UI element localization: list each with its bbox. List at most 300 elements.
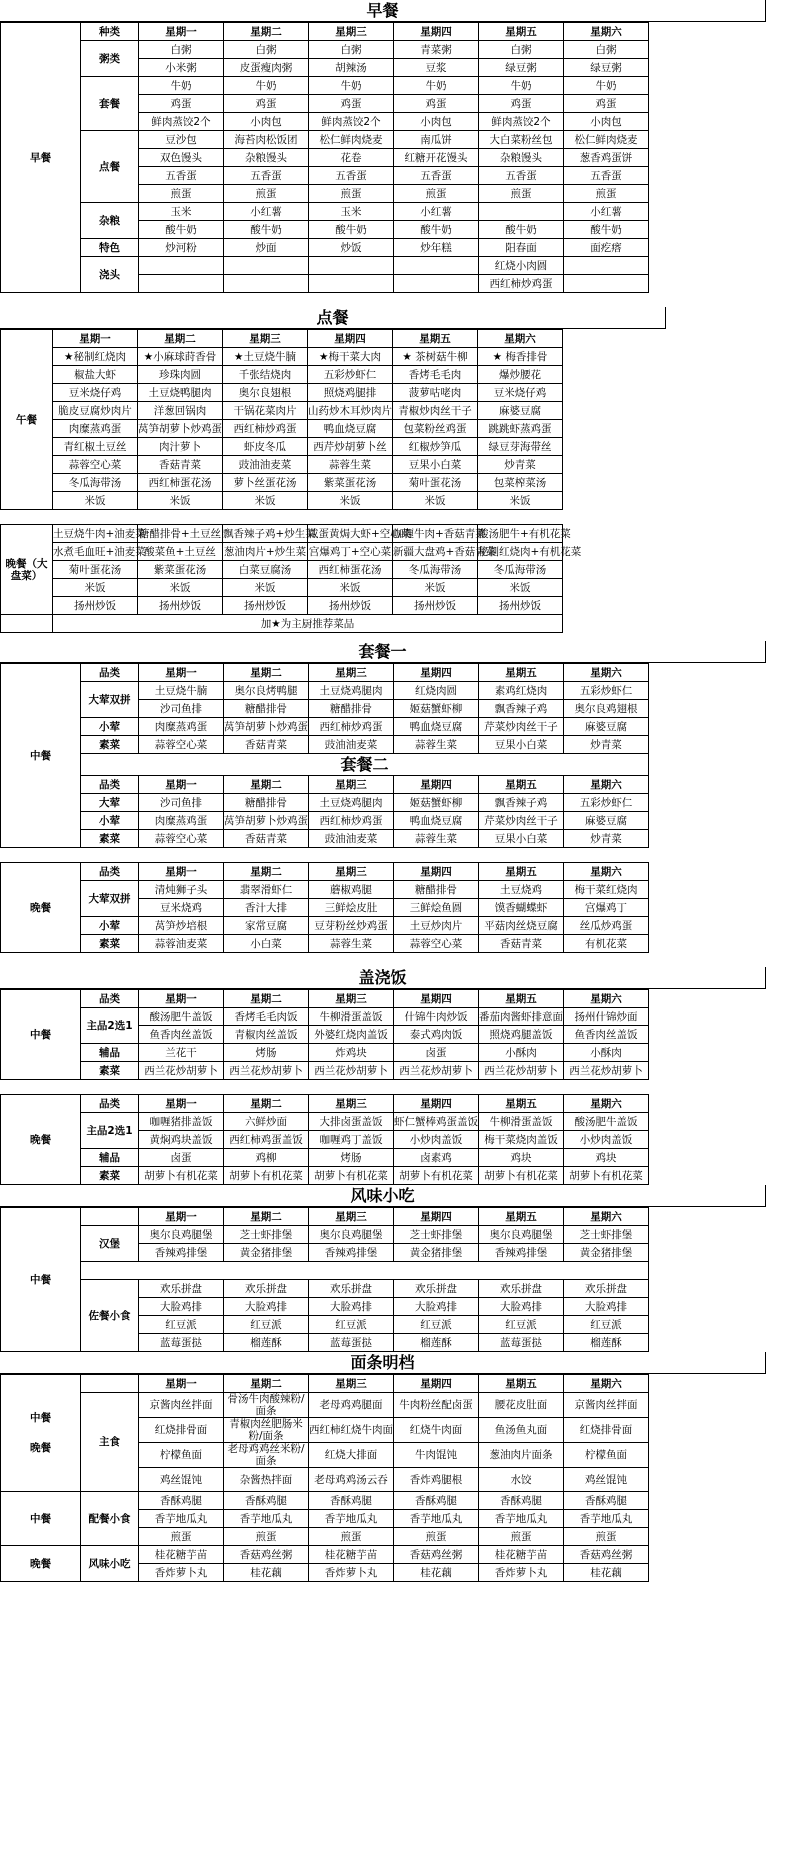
day-header: 星期一	[139, 776, 224, 794]
day-header: 星期四	[394, 863, 479, 881]
dish-cell: 大脸鸡排	[224, 1298, 309, 1316]
dish-cell: 香酥鸡腿	[309, 1492, 394, 1510]
dish-cell: 山药炒木耳炒肉片	[308, 402, 393, 420]
table-row	[1, 917, 649, 935]
table-row	[1, 1393, 649, 1418]
dish-cell: 欢乐拼盘	[564, 1280, 649, 1298]
dish-cell: 西红柿蛋花汤	[308, 561, 393, 579]
dish-cell: 宫爆鸡丁	[564, 899, 649, 917]
dish-cell	[564, 257, 649, 275]
category-label: 小荤	[81, 812, 139, 830]
dish-cell: 千张结烧肉	[223, 366, 308, 384]
dish-cell	[394, 257, 479, 275]
day-header: 星期一	[139, 1208, 224, 1226]
dish-cell: 蒜蓉空心菜	[394, 935, 479, 953]
dish-cell: 麻婆豆腐	[478, 402, 563, 420]
table-row	[1, 1062, 649, 1080]
day-header: 星期二	[224, 990, 309, 1008]
dish-cell: 煎蛋	[479, 185, 564, 203]
dish-cell: 蓝莓蛋挞	[139, 1334, 224, 1352]
table-row	[1, 935, 649, 953]
dish-cell: 奥尔良鸡腿堡	[479, 1226, 564, 1244]
dish-cell: 大脸鸡排	[309, 1298, 394, 1316]
dish-cell: 香酥鸡腿	[479, 1492, 564, 1510]
dish-cell: 紫菜蛋花汤	[138, 561, 223, 579]
dish-cell: 小肉包	[224, 113, 309, 131]
breakfast-title: 早餐	[0, 0, 766, 22]
dish-cell: 鸭血烧豆腐	[308, 420, 393, 438]
dish-cell	[224, 257, 309, 275]
dish-cell: 鸡蛋	[309, 95, 394, 113]
dish-cell: 卤蛋	[394, 1044, 479, 1062]
table-row	[1, 456, 563, 474]
dish-cell: 炒年糕	[394, 239, 479, 257]
dish-cell: 柠檬鱼面	[139, 1443, 224, 1468]
dish-cell: 香酥鸡腿	[224, 1492, 309, 1510]
dish-cell: ★秘制红烧肉	[53, 348, 138, 366]
dish-cell	[309, 275, 394, 293]
dish-cell: 土豆烧鸭腿肉	[138, 384, 223, 402]
dish-cell: 豆沙包	[139, 131, 224, 149]
dish-cell: 香辣鸡排堡	[309, 1244, 394, 1262]
dish-cell: 西红柿红烧牛肉面	[309, 1418, 394, 1443]
dish-cell: 麻婆豆腐	[564, 718, 649, 736]
dish-cell: 香烤毛毛肉	[393, 366, 478, 384]
dish-cell: 菠萝咕咾肉	[393, 384, 478, 402]
table-row	[1, 239, 649, 257]
dish-cell	[224, 275, 309, 293]
dish-cell: 大脸鸡排	[479, 1298, 564, 1316]
day-header: 星期二	[224, 1095, 309, 1113]
category-header: 品类	[81, 1095, 139, 1113]
table-row	[1, 881, 649, 899]
category-label: 小荤	[81, 718, 139, 736]
day-header: 星期五	[479, 23, 564, 41]
dish-cell: 芹菜炒肉丝干子	[479, 718, 564, 736]
table-row	[1, 23, 649, 41]
table-row	[1, 420, 563, 438]
dish-cell: 飘香辣子鸡	[479, 794, 564, 812]
dish-cell: 牛肉馄饨	[394, 1443, 479, 1468]
dish-cell: 大排卤蛋盖饭	[309, 1113, 394, 1131]
dish-cell: 馍香蝴蝶虾	[479, 899, 564, 917]
dish-cell: 烤肠	[309, 1149, 394, 1167]
table-row	[1, 474, 563, 492]
dish-cell: 米饭	[308, 492, 393, 510]
dish-cell: 桂花糖芋苗	[479, 1546, 564, 1564]
dish-cell: 新疆大盘鸡+香菇青菜	[393, 543, 478, 561]
dish-cell: 牛奶	[224, 77, 309, 95]
dish-cell: 豆米烧仔鸡	[478, 384, 563, 402]
dish-cell: 胡萝卜有机花菜	[564, 1167, 649, 1185]
category-label: 主食	[81, 1393, 139, 1492]
dish-cell: 跳跳虾蒸鸡蛋	[478, 420, 563, 438]
dish-cell: 芹菜炒肉丝干子	[479, 812, 564, 830]
dish-cell: 五香蛋	[309, 167, 394, 185]
dish-cell: 鱼汤鱼丸面	[479, 1418, 564, 1443]
dish-cell: 家常豆腐	[224, 917, 309, 935]
category-label: 浇头	[81, 257, 139, 293]
dish-cell: 鸡块	[564, 1149, 649, 1167]
dish-cell: 爆炒腰花	[478, 366, 563, 384]
dish-cell: 西兰花炒胡萝卜	[394, 1062, 479, 1080]
dish-cell: 土豆烧牛肉+油麦菜	[53, 525, 138, 543]
dish-cell: 有机花菜	[564, 935, 649, 953]
day-header: 星期五	[479, 863, 564, 881]
day-header: 星期四	[394, 990, 479, 1008]
dish-cell: 红烧排骨面	[564, 1418, 649, 1443]
set2-title: 套餐二	[81, 754, 649, 776]
table-row	[1, 579, 563, 597]
dish-cell: 土豆烧鸡腿肉	[309, 794, 394, 812]
day-header: 星期三	[309, 1095, 394, 1113]
dish-cell: 酸牛奶	[394, 221, 479, 239]
dish-cell: 豉油油麦菜	[309, 830, 394, 848]
day-header: 星期四	[394, 1375, 479, 1393]
dish-cell: 烤肠	[224, 1044, 309, 1062]
table-row	[1, 1113, 649, 1131]
dish-cell: 飘香辣子鸡	[479, 700, 564, 718]
dish-cell: 南瓜饼	[394, 131, 479, 149]
table-row	[1, 384, 563, 402]
category-label: 素菜	[81, 1167, 139, 1185]
dish-cell: 香辣鸡排堡	[479, 1244, 564, 1262]
meal-label-dinner: 晚餐	[1, 1546, 81, 1582]
dish-cell: 扬州什锦炒面	[564, 1008, 649, 1026]
set-section	[0, 641, 766, 953]
noodle-title: 面条明档	[0, 1352, 766, 1374]
dish-cell: 泰式鸡肉饭	[394, 1026, 479, 1044]
dish-cell: 杂粮馒头	[224, 149, 309, 167]
dish-cell: 红烧牛肉面	[394, 1418, 479, 1443]
dish-cell: 奥尔良翅根	[223, 384, 308, 402]
table-row	[1, 1492, 649, 1510]
set-lunch-table	[0, 663, 649, 848]
meal-label-lunch: 午餐	[1, 330, 53, 510]
dish-cell: 煎蛋	[564, 1528, 649, 1546]
table-row	[1, 1226, 649, 1244]
table-row	[1, 203, 649, 221]
category-label: 大荤双拼	[81, 881, 139, 917]
order-lunch-table	[0, 329, 563, 510]
dish-cell: 香芋地瓜丸	[394, 1510, 479, 1528]
dish-cell: 五彩炒虾仁	[564, 682, 649, 700]
dish-cell: 小红薯	[394, 203, 479, 221]
set1-title: 套餐一	[0, 641, 766, 663]
dish-cell: 红糖开花馒头	[394, 149, 479, 167]
dish-cell: 蒜蓉生菜	[309, 935, 394, 953]
set-dinner-table	[0, 862, 649, 953]
dish-cell: 炸鸡块	[309, 1044, 394, 1062]
dish-cell: 扬州炒饭	[53, 597, 138, 615]
gaifan-dinner-table	[0, 1094, 649, 1185]
dish-cell: 糖醋排骨	[394, 881, 479, 899]
snack-section	[0, 1185, 766, 1352]
dish-cell: 牛奶	[394, 77, 479, 95]
gaifan-title: 盖浇饭	[0, 967, 766, 989]
dish-cell: 小肉包	[394, 113, 479, 131]
dish-cell: 酸牛奶	[309, 221, 394, 239]
dish-cell: 小酥肉	[564, 1044, 649, 1062]
dish-cell: 杂粮馒头	[479, 149, 564, 167]
category-header: 品类	[81, 664, 139, 682]
category-label: 点餐	[81, 131, 139, 203]
dish-cell: 豆果小白菜	[479, 736, 564, 754]
table-row	[1, 131, 649, 149]
dish-cell: 红豆派	[479, 1316, 564, 1334]
dish-cell: 萝卜丝蛋花汤	[223, 474, 308, 492]
dish-cell: 玉米	[309, 203, 394, 221]
noodle-table	[0, 1374, 649, 1582]
dish-cell: 芝士虾排堡	[224, 1226, 309, 1244]
category-label: 素菜	[81, 830, 139, 848]
dish-cell: 豆果小白菜	[393, 456, 478, 474]
day-header: 星期一	[139, 863, 224, 881]
day-header: 星期六	[564, 1375, 649, 1393]
dish-cell: 脆皮豆腐炒肉片	[53, 402, 138, 420]
dish-cell: 虾皮冬瓜	[223, 438, 308, 456]
dish-cell: 照烧鸡腿盖饭	[479, 1026, 564, 1044]
dish-cell: 炒青菜	[564, 830, 649, 848]
day-header: 星期二	[224, 1375, 309, 1393]
dish-cell	[139, 257, 224, 275]
dish-cell: 豆芽粉丝炒鸡蛋	[309, 917, 394, 935]
dish-cell: 酸汤肥牛+有机花菜	[478, 525, 563, 543]
table-row	[1, 1208, 649, 1226]
table-row	[1, 525, 563, 543]
dish-cell: 炒面	[224, 239, 309, 257]
dish-cell: 绿豆粥	[564, 59, 649, 77]
dish-cell: 西兰花炒胡萝卜	[309, 1062, 394, 1080]
dish-cell: 牛奶	[479, 77, 564, 95]
dish-cell: 青菜粥	[394, 41, 479, 59]
table-row	[1, 682, 649, 700]
dish-cell: 鸡蛋	[479, 95, 564, 113]
dish-cell: 米饭	[308, 579, 393, 597]
dish-cell: 冬瓜海带汤	[53, 474, 138, 492]
table-row	[1, 1044, 649, 1062]
dish-cell: 香芋地瓜丸	[224, 1510, 309, 1528]
meal-label-dinner: 晚餐（大盘菜）	[1, 525, 53, 615]
dish-cell: 鸡蛋	[139, 95, 224, 113]
blank-cell	[81, 1375, 139, 1393]
dish-cell: 豆米烧仔鸡	[53, 384, 138, 402]
dish-cell: 咖喱猪排盖饭	[139, 1113, 224, 1131]
dish-cell: 酸汤肥牛盖饭	[139, 1008, 224, 1026]
dish-cell: 蒜蓉空心菜	[139, 736, 224, 754]
dish-cell: 老母鸡鸡汤云吞	[309, 1468, 394, 1492]
day-header: 星期二	[224, 863, 309, 881]
category-label: 大荤双拼	[81, 682, 139, 718]
dish-cell: 飘香辣子鸡+炒生菜	[223, 525, 308, 543]
dish-cell: 五香蛋	[479, 167, 564, 185]
dish-cell: ★土豆烧牛腩	[223, 348, 308, 366]
dish-cell: 菊叶蛋花汤	[393, 474, 478, 492]
noodle-section	[0, 1352, 766, 1582]
dish-cell: 腰花皮肚面	[479, 1393, 564, 1418]
dish-cell: 奥尔良鸡腿堡	[139, 1226, 224, 1244]
dish-cell: 胡萝卜有机花菜	[224, 1167, 309, 1185]
dish-cell: 蘑椒鸡腿	[309, 881, 394, 899]
dish-cell: 蒜蓉生菜	[394, 736, 479, 754]
dish-cell: 奥尔良烤鸭腿	[224, 682, 309, 700]
dish-cell: 卤素鸡	[394, 1149, 479, 1167]
dish-cell: 胡萝卜有机花菜	[479, 1167, 564, 1185]
dish-cell: 包菜榨菜汤	[478, 474, 563, 492]
dish-cell: 葱香鸡蛋饼	[564, 149, 649, 167]
category-label: 主品2选1	[81, 1113, 139, 1149]
day-header: 星期三	[309, 990, 394, 1008]
day-header: 星期三	[309, 23, 394, 41]
dish-cell	[139, 275, 224, 293]
day-header: 星期五	[393, 330, 478, 348]
table-row	[1, 1095, 649, 1113]
dish-cell: 牛肉粉丝配卤蛋	[394, 1393, 479, 1418]
dish-cell: 煎蛋	[224, 185, 309, 203]
dish-cell: 黄金猪排堡	[394, 1244, 479, 1262]
dish-cell: 红豆派	[309, 1316, 394, 1334]
dish-cell: 大脸鸡排	[139, 1298, 224, 1316]
table-row	[1, 1375, 649, 1393]
dish-cell: 咖喱鸡丁盖饭	[309, 1131, 394, 1149]
dish-cell: 牛柳滑蛋盖饭	[309, 1008, 394, 1026]
dish-cell: 小炒肉盖饭	[394, 1131, 479, 1149]
dish-cell: 煎蛋	[479, 1528, 564, 1546]
dish-cell: 沙司鱼排	[139, 794, 224, 812]
dish-cell: 照烧鸡腿排	[308, 384, 393, 402]
dish-cell: 三鲜烩皮肚	[309, 899, 394, 917]
dish-cell: 土豆烧鸡	[479, 881, 564, 899]
category-header: 品类	[81, 776, 139, 794]
dish-cell: 蒜蓉生菜	[308, 456, 393, 474]
table-row	[1, 830, 649, 848]
order-section	[0, 307, 666, 633]
dish-cell: 榴莲酥	[224, 1334, 309, 1352]
dish-cell: 外婆红烧肉盖饭	[309, 1026, 394, 1044]
dish-cell: 冬瓜海带汤	[393, 561, 478, 579]
dish-cell	[394, 275, 479, 293]
dish-cell: 鱼香肉丝盖饭	[139, 1026, 224, 1044]
dish-cell: 土豆烧牛腩	[139, 682, 224, 700]
dish-cell: 欢乐拼盘	[479, 1280, 564, 1298]
dish-cell: 红椒炒笋瓜	[393, 438, 478, 456]
dish-cell: 丝瓜炒鸡蛋	[564, 917, 649, 935]
dish-cell: 香菇鸡丝粥	[224, 1546, 309, 1564]
day-header: 星期三	[309, 863, 394, 881]
dish-cell: 水煮毛血旺+油麦菜	[53, 543, 138, 561]
dish-cell: 西兰花炒胡萝卜	[479, 1062, 564, 1080]
dish-cell: 葱油肉片面条	[479, 1443, 564, 1468]
dish-cell: 芝士虾排堡	[394, 1226, 479, 1244]
dish-cell: 虾仁蟹棒鸡蛋盖饭	[394, 1113, 479, 1131]
dish-cell: 平菇肉丝烧豆腐	[479, 917, 564, 935]
dish-cell: 酸菜鱼+土豆丝	[138, 543, 223, 561]
dish-cell: 米饭	[138, 579, 223, 597]
dish-cell: 阳春面	[479, 239, 564, 257]
dish-cell: 桂花藕	[394, 1564, 479, 1582]
dish-cell: 小肉包	[564, 113, 649, 131]
gaifan-section	[0, 967, 766, 1185]
category-label: 小荤	[81, 917, 139, 935]
day-header: 星期五	[479, 664, 564, 682]
dish-cell: 皮蛋瘦肉粥	[224, 59, 309, 77]
dish-cell: 扬州炒饭	[393, 597, 478, 615]
dish-cell: 翡翠滑虾仁	[224, 881, 309, 899]
dish-cell: 榴莲酥	[394, 1334, 479, 1352]
day-header: 星期六	[564, 990, 649, 1008]
table-row	[1, 597, 563, 615]
blank-cell	[1, 615, 53, 633]
dish-cell: 宫爆鸡丁+空心菜	[308, 543, 393, 561]
day-header: 星期四	[394, 1095, 479, 1113]
table-row	[1, 77, 649, 95]
dish-cell: 五香蛋	[224, 167, 309, 185]
dish-cell: 老母鸡鸡腿面	[309, 1393, 394, 1418]
dish-cell: 土豆烧鸡腿肉	[309, 682, 394, 700]
dish-cell: 米饭	[478, 579, 563, 597]
dish-cell: 莴笋炒培根	[139, 917, 224, 935]
dish-cell: 黄金猪排堡	[224, 1244, 309, 1262]
dish-cell: 小红薯	[224, 203, 309, 221]
dish-cell: 青椒炒肉丝干子	[393, 402, 478, 420]
snack-title: 风味小吃	[0, 1185, 766, 1207]
dish-cell: 青椒肉丝肥肠米粉/面条	[224, 1418, 309, 1443]
dish-cell: 双色馒头	[139, 149, 224, 167]
day-header: 星期一	[139, 664, 224, 682]
dish-cell: 香菇青菜	[224, 736, 309, 754]
dish-cell: 姬菇蟹虾柳	[394, 700, 479, 718]
meal-label-dinner: 晚餐	[1, 1095, 81, 1185]
dish-cell: 鸡丝馄饨	[139, 1468, 224, 1492]
dish-cell: 五彩炒虾仁	[308, 366, 393, 384]
day-header: 星期六	[478, 330, 563, 348]
dish-cell: 米饭	[53, 492, 138, 510]
category-label: 配餐小食	[81, 1492, 139, 1546]
dish-cell: 煎蛋	[139, 185, 224, 203]
dish-cell: 青椒肉丝盖饭	[224, 1026, 309, 1044]
dish-cell: 秘制红烧肉+有机花菜	[478, 543, 563, 561]
dish-cell: 香烤毛毛肉饭	[224, 1008, 309, 1026]
dish-cell: 奥尔良鸡翅根	[564, 700, 649, 718]
dish-cell: 米饭	[138, 492, 223, 510]
table-row	[1, 402, 563, 420]
category-header: 品类	[81, 990, 139, 1008]
dish-cell: 素鸡红烧肉	[479, 682, 564, 700]
day-header: 星期二	[224, 776, 309, 794]
dish-cell: 豆果小白菜	[479, 830, 564, 848]
dish-cell: 香芋地瓜丸	[479, 1510, 564, 1528]
day-header: 星期五	[479, 776, 564, 794]
dish-cell: 五香蛋	[564, 167, 649, 185]
dish-cell: 鸭血烧豆腐	[394, 718, 479, 736]
dish-cell: 香芋地瓜丸	[309, 1510, 394, 1528]
dish-cell: 红豆派	[564, 1316, 649, 1334]
dish-cell: 炒河粉	[139, 239, 224, 257]
dish-cell: 欢乐拼盘	[309, 1280, 394, 1298]
table-row	[1, 736, 649, 754]
table-row	[1, 812, 649, 830]
day-header: 星期六	[564, 23, 649, 41]
category-header: 种类	[81, 23, 139, 41]
dish-cell: 香菇青菜	[138, 456, 223, 474]
dish-cell: 西兰花炒胡萝卜	[564, 1062, 649, 1080]
dish-cell: 白粥	[224, 41, 309, 59]
dish-cell: 糖醋排骨+土豆丝	[138, 525, 223, 543]
dish-cell: 玉米	[139, 203, 224, 221]
dish-cell: 冬瓜海带汤	[478, 561, 563, 579]
table-row	[1, 1262, 649, 1280]
dish-cell: 红烧小肉圆	[479, 257, 564, 275]
